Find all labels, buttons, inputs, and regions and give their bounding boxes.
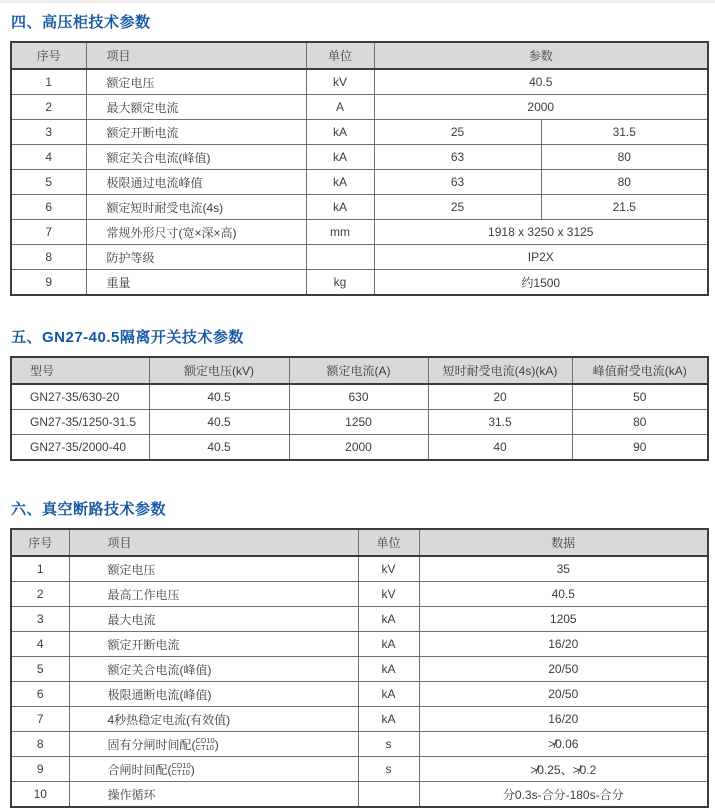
cell-unit: [306, 245, 374, 270]
cell-serial: 3: [11, 607, 69, 632]
cell-value-right: 80: [541, 145, 708, 170]
cell-unit: kV: [358, 556, 419, 582]
section-5-title: 五、GN27-40.5隔离开关技术参数: [11, 329, 244, 346]
col-header-unit: 单位: [306, 42, 374, 69]
cell-serial: 9: [11, 270, 86, 296]
cell-value: 1918 x 3250 x 3125: [374, 220, 708, 245]
cell-serial: 7: [11, 220, 86, 245]
col-header-value: 参数: [374, 42, 708, 69]
cell-peak-withstand: 80: [572, 410, 708, 435]
cell-unit: kA: [358, 682, 419, 707]
table-row: [11, 145, 708, 170]
cell-value-left: 63: [374, 145, 541, 170]
cell-unit: [358, 782, 419, 808]
cell-serial: 2: [11, 582, 69, 607]
table-row: [11, 69, 708, 95]
stack-bottom: CT10: [171, 768, 190, 778]
cell-item: 最大额定电流: [86, 95, 306, 120]
table-row: [11, 95, 708, 120]
cell-item: 额定关合电流(峰值): [86, 145, 306, 170]
cell-unit: kA: [358, 607, 419, 632]
cell-value-left: 63: [374, 170, 541, 195]
cell-unit: mm: [306, 220, 374, 245]
table-row: [11, 732, 708, 757]
mechanism-type-stack: [172, 762, 191, 777]
cell-value: 20/50: [419, 657, 708, 682]
cell-current: 1250: [289, 410, 428, 435]
table-row: [11, 120, 708, 145]
cell-item: 额定电压: [86, 69, 306, 95]
cell-value: 16/20: [419, 632, 708, 657]
cell-serial: 5: [11, 170, 86, 195]
cell-item: 额定开断电流: [69, 632, 358, 657]
cell-serial: 7: [11, 707, 69, 732]
table-row: [11, 707, 708, 732]
cell-item: [69, 732, 358, 757]
cell-item: 4秒热稳定电流(有效值): [69, 707, 358, 732]
cell-value: 分0.3s-合分-180s-合分: [419, 782, 708, 808]
disconnector-spec-table: [10, 356, 709, 461]
cell-model: GN27-35/630-20: [11, 384, 149, 410]
cell-item: 额定电压: [69, 556, 358, 582]
cell-model: GN27-35/1250-31.5: [11, 410, 149, 435]
cell-peak-withstand: 50: [572, 384, 708, 410]
vacuum-breaker-spec-table: [10, 528, 709, 808]
col-header-item: 项目: [69, 529, 358, 556]
cell-serial: 2: [11, 95, 86, 120]
cell-item: 最高工作电压: [69, 582, 358, 607]
cell-value: 约1500: [374, 270, 708, 296]
table-row: [11, 195, 708, 220]
cell-unit: kA: [358, 632, 419, 657]
cell-unit: kA: [306, 170, 374, 195]
cell-short-withstand: 31.5: [428, 410, 572, 435]
cell-value: 40.5: [374, 69, 708, 95]
cell-item: 极限通过电流峰值: [86, 170, 306, 195]
cell-value: IP2X: [374, 245, 708, 270]
col-header-value: 数据: [419, 529, 708, 556]
paren-open: (: [191, 737, 196, 752]
table-header-row: [11, 357, 708, 384]
cell-item: 操作循环: [69, 782, 358, 808]
col-header-peak-withstand: 峰值耐受电流(kA): [572, 357, 708, 384]
table-row: [11, 582, 708, 607]
table-row: [11, 682, 708, 707]
hv-cabinet-spec-table: [10, 41, 709, 296]
cell-value: ≯0.25、≯0.2: [419, 757, 708, 782]
cell-item: 额定开断电流: [86, 120, 306, 145]
cell-current: 630: [289, 384, 428, 410]
table-row: [11, 757, 708, 782]
cell-value: 40.5: [419, 582, 708, 607]
cell-item: 极限通断电流(峰值): [69, 682, 358, 707]
paren-open: (: [167, 762, 172, 777]
cell-value-right: 80: [541, 170, 708, 195]
cell-peak-withstand: 90: [572, 435, 708, 461]
cell-serial: 1: [11, 556, 69, 582]
cell-item: 常规外形尺寸(宽×深×高): [86, 220, 306, 245]
col-header-unit: 单位: [358, 529, 419, 556]
cell-short-withstand: 20: [428, 384, 572, 410]
cell-item: 最大电流: [69, 607, 358, 632]
table-row: [11, 632, 708, 657]
table-row: [11, 607, 708, 632]
cell-value-right: 21.5: [541, 195, 708, 220]
col-header-item: 项目: [86, 42, 306, 69]
table-header-row: [11, 529, 708, 556]
section-6-title: 六、真空断路技术参数: [11, 501, 167, 518]
table-row: [11, 556, 708, 582]
cell-serial: 1: [11, 69, 86, 95]
table-row: [11, 270, 708, 296]
cell-model: GN27-35/2000-40: [11, 435, 149, 461]
cell-serial: 10: [11, 782, 69, 808]
table-row: [11, 657, 708, 682]
cell-serial: 5: [11, 657, 69, 682]
page-top-strip: [0, 0, 715, 3]
table-row: [11, 170, 708, 195]
cell-item: [69, 757, 358, 782]
cell-unit: A: [306, 95, 374, 120]
cell-value-left: 25: [374, 120, 541, 145]
cell-serial: 4: [11, 145, 86, 170]
paren-close: ): [190, 762, 195, 777]
cell-value: 2000: [374, 95, 708, 120]
cell-item: 重量: [86, 270, 306, 296]
cell-value: 16/20: [419, 707, 708, 732]
cell-value: 20/50: [419, 682, 708, 707]
cell-unit: kA: [358, 657, 419, 682]
cell-serial: 6: [11, 195, 86, 220]
stack-top: CD10: [195, 735, 215, 745]
cell-value-left: 25: [374, 195, 541, 220]
cell-serial: 6: [11, 682, 69, 707]
cell-unit: s: [358, 757, 419, 782]
cell-unit: kA: [306, 145, 374, 170]
cell-voltage: 40.5: [149, 435, 289, 461]
cell-serial: 3: [11, 120, 86, 145]
table-row: [11, 435, 708, 461]
cell-unit: kV: [358, 582, 419, 607]
cell-value: ≯0.06: [419, 732, 708, 757]
stack-bottom: CT10: [195, 743, 214, 753]
paren-close: ): [214, 737, 219, 752]
table-row: [11, 384, 708, 410]
section-4-title: 四、高压柜技术参数: [11, 14, 151, 31]
cell-unit: kA: [306, 120, 374, 145]
cell-voltage: 40.5: [149, 384, 289, 410]
table-row: [11, 782, 708, 808]
table-row: [11, 220, 708, 245]
table-header-row: [11, 42, 708, 69]
cell-item: 额定短时耐受电流(4s): [86, 195, 306, 220]
col-header-no: 序号: [11, 529, 69, 556]
cell-item: 额定关合电流(峰值): [69, 657, 358, 682]
cell-value-right: 31.5: [541, 120, 708, 145]
table-row: [11, 245, 708, 270]
col-header-no: 序号: [11, 42, 86, 69]
col-header-current: 额定电流(A): [289, 357, 428, 384]
cell-unit: kV: [306, 69, 374, 95]
cell-unit: kA: [306, 195, 374, 220]
col-header-short-withstand: 短时耐受电流(4s)(kA): [428, 357, 572, 384]
item-text: 合闸时间配: [107, 762, 168, 777]
item-text: 固有分闸时间配: [107, 737, 192, 752]
cell-unit: kA: [358, 707, 419, 732]
cell-item: 防护等级: [86, 245, 306, 270]
cell-unit: kg: [306, 270, 374, 296]
spec-sheet-page: [0, 11, 715, 808]
cell-value: 35: [419, 556, 708, 582]
cell-value: 1205: [419, 607, 708, 632]
cell-serial: 4: [11, 632, 69, 657]
cell-unit: s: [358, 732, 419, 757]
cell-serial: 9: [11, 757, 69, 782]
cell-serial: 8: [11, 245, 86, 270]
cell-short-withstand: 40: [428, 435, 572, 461]
col-header-voltage: 额定电压(kV): [149, 357, 289, 384]
cell-voltage: 40.5: [149, 410, 289, 435]
col-header-model: 型号: [11, 357, 149, 384]
cell-current: 2000: [289, 435, 428, 461]
stack-top: CD10: [171, 760, 191, 770]
cell-serial: 8: [11, 732, 69, 757]
table-row: [11, 410, 708, 435]
mechanism-type-stack: [196, 737, 215, 752]
